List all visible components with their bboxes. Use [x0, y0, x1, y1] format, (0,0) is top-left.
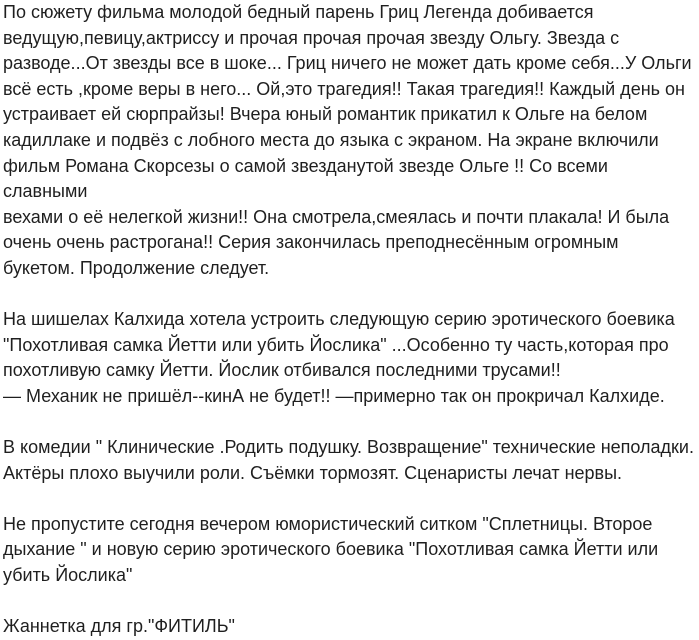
paragraph-plot: По сюжету фильма молодой бедный парень Гриц Легенда добивается ведущую,певицу,актриссу и прочая прочая прочая звезду Ольгу. Звезда с разводе...От звезды все в шоке... Гриц ничего не может дать кроме себя...У Ольги всё есть ,кроме веры в него... Ой,это трагедия!! Такая трагедия!! Каждый день он устраивает ей сюрпрайзы! Вчера юный романтик прикатил к Ольге на белом кадиллаке и подвёз с лобного места до языка с экраном. На экране включили фильм Романа Скорсезы о самой звезданутой звезде Ольге !! Со всеми славными вехами о её нелегкой жизни!! Она смотрела,смеялась и почти плакала! И была очень очень растрогана!! Серия закончилась преподнесённым огромным букетом. Продолжение следует. [3, 2, 692, 278]
paragraph-comedy: В комедии " Клинические .Родить подушку. Возвращение" технические неполадки. Актёры плохо выучили роли. Съёмки тормозят. Сценаристы лечат нервы. [3, 437, 694, 483]
article-body [3, 0, 695, 640]
paragraph-announcement: Не пропустите сегодня вечером юмористический ситком "Сплетницы. Второе дыхание " и новую серию эротического боевика "Похотливая самка Йетти или убить Йослика" [3, 513, 659, 586]
author-signature: Жаннетка для гр."ФИТИЛЬ" [3, 616, 235, 637]
paragraph-action-film: На шишелах Калхида хотела устроить следующую серию эротического боевика "Похотливая самка Йетти или убить Йослика" ...Особенно ту часть,которая про похотливую самку Йетти. Йослик отбивался последними трусами!! — Механик не пришёл--кинА не будет!! —примерно так он прокричал Калхиде. [3, 309, 675, 406]
